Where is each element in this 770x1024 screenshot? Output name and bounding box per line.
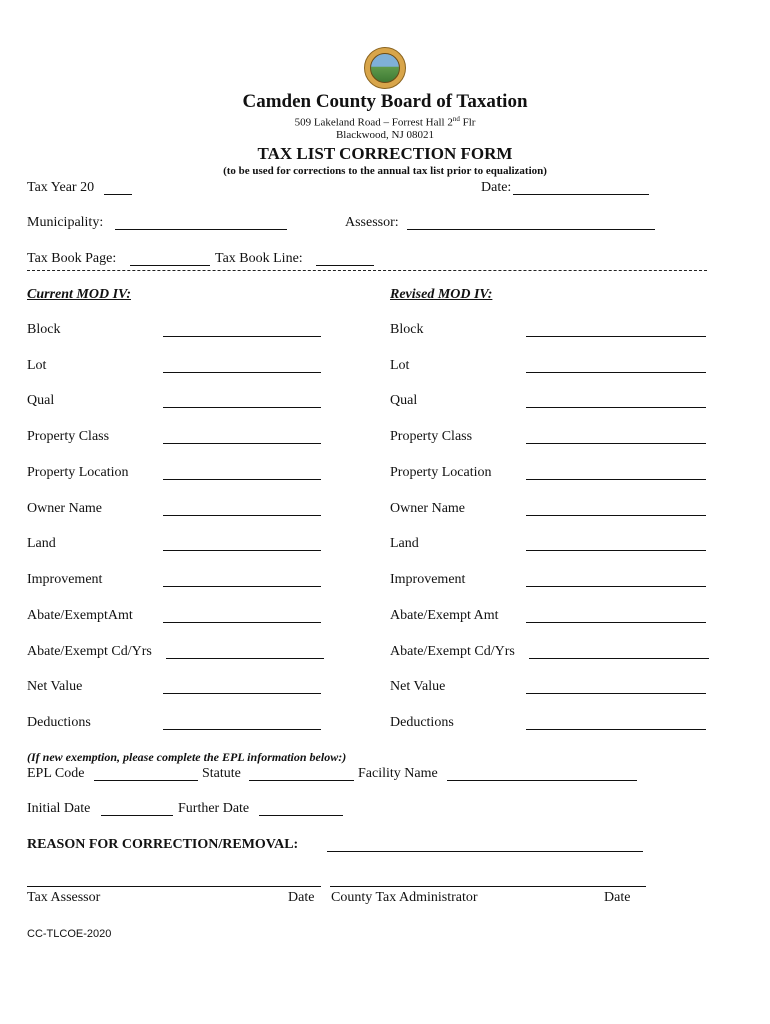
current-row-label: Lot xyxy=(27,358,47,373)
current-abate-exempt-cd-field[interactable] xyxy=(166,658,324,659)
tax-year-field[interactable] xyxy=(104,194,132,195)
current-row-label: Property Class xyxy=(27,429,110,444)
revised-abate-exempt-cd-field[interactable] xyxy=(529,658,709,659)
revised-property-class-field[interactable] xyxy=(526,443,706,444)
current-row-label: Owner Name xyxy=(27,501,103,516)
epl-note: (If new exemption, please complete the EPL information below:) xyxy=(27,750,347,764)
tax-book-line-label: Tax Book Line: xyxy=(215,251,303,266)
county-admin-label: County Tax Administrator xyxy=(331,890,478,905)
revised-row-label: Qual xyxy=(390,393,418,408)
current-mod-iv-heading: Current MOD IV: xyxy=(27,287,131,302)
revised-row-label: Improvement xyxy=(390,572,466,587)
county-admin-date-label: Date xyxy=(604,890,631,905)
current-net-value-field[interactable] xyxy=(163,693,321,694)
form-subtitle: (to be used for corrections to the annual tax list prior to equalization) xyxy=(223,165,547,177)
current-qual-field[interactable] xyxy=(163,407,321,408)
current-row-label: Abate/Exempt Cd/Yrs xyxy=(27,644,152,659)
revised-mod-iv-heading: Revised MOD IV: xyxy=(390,287,493,302)
revised-row-label: Abate/Exempt Cd/Yrs xyxy=(390,644,515,659)
revised-lot-field[interactable] xyxy=(526,372,706,373)
reason-label: REASON FOR CORRECTION/REMOVAL: xyxy=(27,837,299,852)
current-row-label: Abate/ExemptAmt xyxy=(27,608,133,623)
initial-date-label: Initial Date xyxy=(27,801,91,816)
tax-assessor-signature-line[interactable] xyxy=(27,886,321,887)
tax-year-label: Tax Year 20 xyxy=(27,180,95,195)
current-abate-exempt-amt-field[interactable] xyxy=(163,622,321,623)
current-row-label: Net Value xyxy=(27,679,83,694)
revised-row-label: Net Value xyxy=(390,679,446,694)
current-block-field[interactable] xyxy=(163,336,321,337)
county-admin-signature-line[interactable] xyxy=(330,886,646,887)
revised-row-label: Land xyxy=(390,536,419,551)
org-name: Camden County Board of Taxation xyxy=(242,91,528,112)
revised-row-label: Deductions xyxy=(390,715,454,730)
current-deductions-field[interactable] xyxy=(163,729,321,730)
form-title: TAX LIST CORRECTION FORM xyxy=(257,144,513,163)
separator-line xyxy=(27,270,707,271)
initial-date-field[interactable] xyxy=(101,815,173,816)
current-improvement-field[interactable] xyxy=(163,586,321,587)
current-row-label: Improvement xyxy=(27,572,103,587)
county-seal-icon xyxy=(364,47,406,89)
current-row-label: Block xyxy=(27,322,61,337)
current-property-location-field[interactable] xyxy=(163,479,321,480)
revised-row-label: Property Location xyxy=(390,465,492,480)
revised-row-label: Lot xyxy=(390,358,410,373)
tax-assessor-date-label: Date xyxy=(288,890,315,905)
current-row-label: Land xyxy=(27,536,56,551)
revised-improvement-field[interactable] xyxy=(526,586,706,587)
revised-net-value-field[interactable] xyxy=(526,693,706,694)
tax-assessor-label: Tax Assessor xyxy=(27,890,101,905)
further-date-label: Further Date xyxy=(178,801,250,816)
tax-book-page-field[interactable] xyxy=(130,265,210,266)
form-code: CC-TLCOE-2020 xyxy=(27,928,112,940)
revised-owner-name-field[interactable] xyxy=(526,515,706,516)
address-line2: Blackwood, NJ 08021 xyxy=(335,129,435,141)
current-row-label: Qual xyxy=(27,393,55,408)
current-row-label: Property Location xyxy=(27,465,129,480)
address-line1: 509 Lakeland Road – Forrest Hall 2nd Flr xyxy=(294,115,476,129)
tax-book-line-field[interactable] xyxy=(316,265,374,266)
facility-name-label: Facility Name xyxy=(358,766,438,781)
current-property-class-field[interactable] xyxy=(163,443,321,444)
reason-field[interactable] xyxy=(327,851,643,852)
epl-code-field[interactable] xyxy=(94,780,198,781)
assessor-label: Assessor: xyxy=(345,215,399,230)
revised-row-label: Abate/Exempt Amt xyxy=(390,608,499,623)
revised-row-label: Owner Name xyxy=(390,501,466,516)
assessor-field[interactable] xyxy=(407,229,655,230)
statute-field[interactable] xyxy=(249,780,354,781)
tax-book-page-label: Tax Book Page: xyxy=(27,251,117,266)
municipality-field[interactable] xyxy=(115,229,287,230)
facility-name-field[interactable] xyxy=(447,780,637,781)
current-row-label: Deductions xyxy=(27,715,91,730)
revised-block-field[interactable] xyxy=(526,336,706,337)
current-owner-name-field[interactable] xyxy=(163,515,321,516)
date-field[interactable] xyxy=(513,194,649,195)
municipality-label: Municipality: xyxy=(27,215,104,230)
current-land-field[interactable] xyxy=(163,550,321,551)
revised-deductions-field[interactable] xyxy=(526,729,706,730)
revised-property-location-field[interactable] xyxy=(526,479,706,480)
revised-abate-exempt-amt-field[interactable] xyxy=(526,622,706,623)
revised-qual-field[interactable] xyxy=(526,407,706,408)
further-date-field[interactable] xyxy=(259,815,343,816)
current-lot-field[interactable] xyxy=(163,372,321,373)
epl-code-label: EPL Code xyxy=(27,766,85,781)
revised-land-field[interactable] xyxy=(526,550,706,551)
date-label: Date: xyxy=(481,180,512,195)
statute-label: Statute xyxy=(202,766,241,781)
revised-row-label: Property Class xyxy=(390,429,473,444)
revised-row-label: Block xyxy=(390,322,424,337)
